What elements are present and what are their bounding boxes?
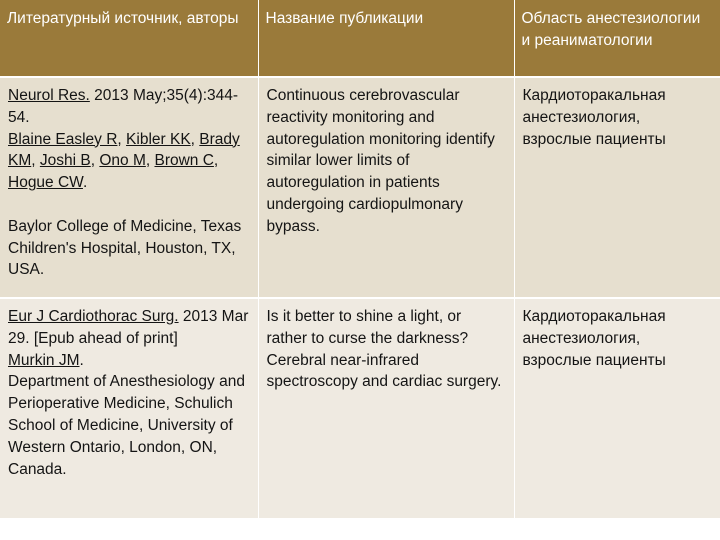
- header-area: Область анестезиологии и реаниматологии: [514, 0, 720, 77]
- source-cell: Neurol Res. 2013 May;35(4):344-54. Blaine Easley R, Kibler KK, Brady KM, Joshi B, Ono M, Brown C, Hogue CW. Baylor College of Medicine, Texas Children's Hospital, Houston, TX, USA.: [0, 77, 258, 298]
- journal-link[interactable]: Eur J Cardiothorac Surg.: [8, 308, 179, 325]
- author-link[interactable]: Brown C: [154, 152, 214, 170]
- author-link[interactable]: Ono M: [99, 152, 146, 170]
- journal-link[interactable]: Neurol Res.: [8, 87, 90, 104]
- table-header-row: [0, 0, 720, 77]
- header-title: Название публикации: [258, 0, 514, 77]
- title-cell: Is it better to shine a light, or rather to curse the darkness? Cerebral near-infrared spectroscopy and cardiac surgery.: [258, 298, 514, 519]
- title-cell: Continuous cerebrovascular reactivity monitoring and autoregulation monitoring identify similar lower limits of autoregulation in patients undergoing cardiopulmonary bypass.: [258, 77, 514, 298]
- table-row: [0, 77, 720, 298]
- author-link[interactable]: Murkin JM: [8, 351, 80, 369]
- table-row: [0, 298, 720, 519]
- affiliation-text: Baylor College of Medicine, Texas Children's Hospital, Houston, TX, USA.: [8, 217, 242, 279]
- author-link[interactable]: Blaine Easley R: [8, 130, 118, 148]
- area-cell: Кардиоторакальная анестезиология, взрослые пациенты: [514, 298, 720, 519]
- header-source: Литературный источник, авторы: [0, 0, 258, 77]
- author-link[interactable]: Brady KM: [8, 130, 240, 170]
- citation-text: 2013 Mar 29. [Epub ahead of print]: [8, 308, 249, 347]
- author-link[interactable]: Hogue CW: [8, 174, 83, 192]
- area-cell: Кардиоторакальная анестезиология, взрослые пациенты: [514, 77, 720, 298]
- citation-text: 2013 May;35(4):344-54.: [8, 87, 239, 126]
- author-link[interactable]: Joshi B: [39, 152, 91, 170]
- author-link[interactable]: Kibler KK: [126, 130, 191, 148]
- affiliation-text: Department of Anesthesiology and Perioperative Medicine, Schulich School of Medicine, University of Western Ontario, London, ON, Canada.: [8, 373, 245, 478]
- source-cell: Eur J Cardiothorac Surg. 2013 Mar 29. [Epub ahead of print] Murkin JM. Department of Anesthesiology and Perioperative Medicine, Schulich School of Medicine, University of Western Ontario, London, ON, Canada.: [0, 298, 258, 519]
